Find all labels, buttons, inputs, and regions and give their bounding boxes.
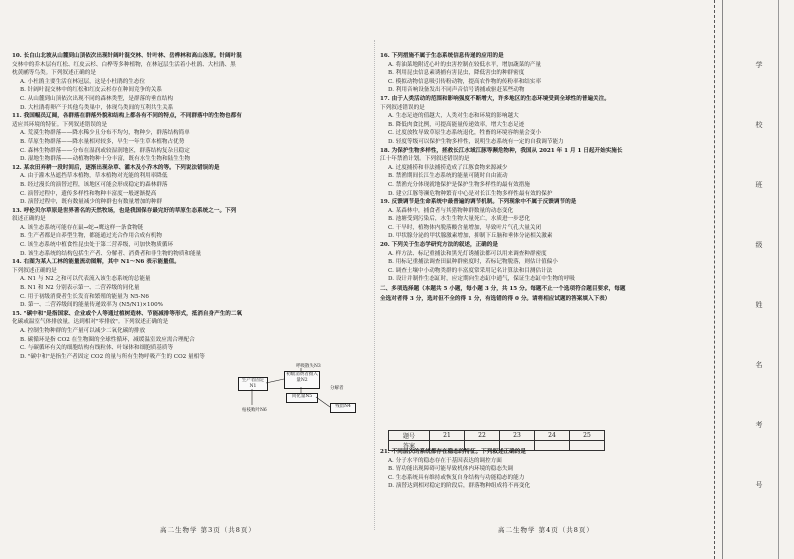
answer-option: B. 禁渔期间长江生态系统的能量可随时自由流动 bbox=[388, 173, 508, 180]
answer-option: A. 荒漠生物群落——降水稀少且分布不均匀，物种少，群落结构简单 bbox=[20, 130, 190, 137]
answer-option: D. 演替达到相对稳定的阶段后，群落物种组成将不再变化 bbox=[388, 483, 531, 490]
question-text: 化碳或温室气体排放量，达到相对"零排放"。下列叙述正确的是 bbox=[12, 319, 169, 326]
question-stem: 18. 为保护生物多样性，拯救长江水域江豚等濒危物种，我国从 2021 年 1 月 1 日起开始实施长 bbox=[380, 147, 623, 154]
answer-option: A. 小杜鹃主要生活在林冠层，这是小杜鹃的生态位 bbox=[20, 78, 146, 85]
answer-option: A. 样方法、标记重捕法和黑光灯诱捕法都可以用来调查种群密度 bbox=[388, 250, 547, 257]
question-text: 下列叙述错误的是 bbox=[380, 104, 425, 111]
margin-label: 班 bbox=[755, 181, 763, 189]
margin-label: 考 bbox=[755, 421, 763, 429]
question-text: 叙述正确的是 bbox=[12, 216, 46, 223]
answer-option: B. 降低肉食比例，可提高能量传递效率，增大生态足迹 bbox=[388, 121, 525, 128]
question-stem: 17. 由于人类活动的范围和影响强度不断增大，许多地区的生态环境受到全球性的普遍关注。 bbox=[380, 95, 610, 102]
answer-option: B. 生产者都是自养型生物，都能通过光合作用合成有机物 bbox=[20, 233, 162, 240]
residue-box: 残留N4 bbox=[330, 403, 356, 413]
question-stem: 10. 长白山北坡从山麓到山顶依次出现针阔叶混交林、针叶林、岳桦林和高山冻原。针阔叶混 bbox=[12, 53, 242, 59]
answer-option: D. 利用音响设备发出不同声音信号诱捕或驱赶某些动物 bbox=[388, 87, 525, 94]
answer-number: 25 bbox=[570, 431, 605, 441]
respiration-label: 呼吸散失N3 bbox=[296, 364, 321, 369]
dead-leaves-label: 枯枝败叶N6 bbox=[242, 408, 267, 413]
answer-number: 21 bbox=[430, 431, 465, 441]
question-text: 江十年禁渔计划。下列叙述错误的是 bbox=[380, 156, 470, 163]
answer-option: B. 池塘受到污染后，水生生物大量死亡，水质进一步恶化 bbox=[388, 216, 530, 223]
answer-option: B. 胃功能出现障碍可能导致机体内环境的稳态失调 bbox=[388, 466, 514, 473]
decomposer-label: 分解者 bbox=[330, 386, 344, 391]
answer-option: A. 该生态系统可能存在鼠→蛇→鹰这样一条食物链 bbox=[20, 224, 144, 231]
footer-left: 高二生物学 第3页（共8页） bbox=[160, 526, 256, 534]
answer-row-label: 答案 bbox=[389, 441, 430, 451]
answer-option: C. 调查土壤中小动物类群的丰富度常采用记名计算法和目测估计法 bbox=[388, 267, 553, 274]
answer-option: B. 针阔叶混交林中的红松和红皮云杉存在种间竞争的关系 bbox=[20, 87, 162, 94]
question-stem: 20. 下列关于生态学研究方法的叙述，正确的是 bbox=[380, 242, 498, 249]
answer-option: A. 某森林中，捕食者与其猎物种群数量的动态变化 bbox=[388, 207, 514, 214]
answer-option: C. 生态系统具有维持或恢复自身结构与功能稳态的能力 bbox=[388, 474, 525, 481]
right-column bbox=[380, 52, 708, 303]
answer-option: B. 经过漫长的演替过程，该地区可能会形成稳定的森林群落 bbox=[20, 181, 168, 188]
answer-option: A. 将油菜地附近心叶的虫害控制在较低水平，增加蔬菜的产量 bbox=[388, 61, 542, 68]
answer-option: C. 从山麓到山顶依次出现不同的森林类型，是群落的垂直结构 bbox=[20, 95, 174, 102]
margin-label: 校 bbox=[755, 121, 763, 129]
question-stem: 15. "碳中和"是指国家、企业或个人等通过植树造林、节能减排等形式，抵消自身产生的二氧 bbox=[12, 310, 243, 317]
answer-option: D. 大杜鹃将卵产于其他鸟类巢中，体现鸟类间的互利共生关系 bbox=[20, 104, 174, 111]
answer-option: A. 分子水平的稳态存在于基因表达的调控方面 bbox=[388, 457, 502, 464]
answer-option: C. 演替过程中，遗传多样性和物种丰富度一般逐渐提高 bbox=[20, 190, 157, 197]
margin-label: 号 bbox=[755, 481, 763, 489]
answer-option: C. 用于初级消费者生长发育和繁殖的能量为 N5-N6 bbox=[20, 293, 149, 300]
answer-option: D. 第一、二营养级间的能量传递效率为 (N5/N1)×100% bbox=[20, 302, 163, 309]
question-text: 下列叙述正确的是 bbox=[12, 267, 57, 274]
diagram-arrows bbox=[238, 363, 356, 419]
margin-label: 名 bbox=[755, 361, 763, 369]
answer-option: C. 模拟动物信息吸引传粉动物，提高农作物的传粉率和结实率 bbox=[388, 78, 542, 85]
question-stem: 13. 呼伦贝尔草原是世界著名的天然牧场，也是我国保存最完好的草原生态系统之一。下列 bbox=[12, 207, 237, 214]
answer-option: C. 过度放牧导致草原生态系统退化，牲畜的环境容纳量会变小 bbox=[388, 130, 542, 137]
answer-option: B. 用标记重捕法调查田鼠种群密度时，若标记物脱落，则估计值偏小 bbox=[388, 259, 558, 266]
answer-option: A. 由于灌木丛遮挡草本植物，草本植物对光能的利用率降低 bbox=[20, 173, 168, 180]
producer-box: 生产者固定N1 bbox=[238, 377, 268, 391]
right-column-after-table bbox=[380, 448, 708, 491]
question-stem: 11. 我国幅员辽阔，各群落在群落外貌和结构上都各有不同的特点，不同群落中的生物也都有 bbox=[12, 113, 242, 120]
binding-line bbox=[722, 0, 723, 559]
answer-option: B. 碳循环是指 CO2 在生物圈的全球性循环，减缓温室效应需合理配合 bbox=[20, 336, 195, 343]
answer-option: B. 草原生物群落——降水量相对较多，早生一年生草本植物占优势 bbox=[20, 138, 185, 145]
answer-option: A. 过度捕捞和非法捕捞造成了江豚食物来源减少 bbox=[388, 164, 508, 171]
answer-option: D. 设计并制作生态缸时，应定期向生态缸中通气，保证生态缸中生物的呼吸 bbox=[388, 276, 575, 283]
answer-option: C. 干旱时，植物体内脱落酸含量增加，导致叶片气孔大量关闭 bbox=[388, 224, 542, 231]
question-stem: 16. 下列措施不属于生态系统信息传递的应用的是 bbox=[380, 53, 504, 59]
answer-option: D. 甲状腺分泌的甲状腺激素增加，抑制下丘脑和垂体分泌相关激素 bbox=[388, 233, 553, 240]
answer-option: C. 森林生物群落——分布在湿润或较湿润地区，群落结构复杂且稳定 bbox=[20, 147, 190, 154]
question-stem: 21. 不同层次的系统都存在稳态的特征。下列叙述正确的是 bbox=[380, 449, 526, 455]
answer-option: B. N1 和 N2 分别表示第一、二营养级的同化量 bbox=[20, 285, 140, 292]
left-column bbox=[12, 52, 368, 361]
energy-flow-diagram bbox=[238, 363, 356, 419]
primary-consumer-box: 初级消费者摄入量N2 bbox=[284, 371, 320, 389]
question-stem: 12. 某农田弃耕一段时间后，逐渐出现杂草、灌木及小乔木的等。下列说法错误的是 bbox=[12, 164, 220, 171]
answer-number: 22 bbox=[465, 431, 500, 441]
answer-option: C. 禁渔充分体现就地保护是保护生物多样性的最有效措施 bbox=[388, 181, 530, 188]
margin-label: 姓 bbox=[755, 301, 763, 309]
answer-option: A. N1 与 N2 之和可以代表流入该生态系统的总能量 bbox=[20, 276, 151, 283]
footer-right: 高二生物学 第4页（共8页） bbox=[498, 526, 594, 534]
assimilated-box: 同化量N5 bbox=[286, 393, 318, 403]
answer-option: A. 控制生物种群的生产量可以减少二氧化碳的排放 bbox=[20, 328, 146, 334]
answer-option: D. 轻度等级可以保护生物多样性，说明生态系统有一定的自我调节能力 bbox=[388, 138, 564, 145]
answer-number: 23 bbox=[500, 431, 535, 441]
question-text: 适应其环境的特征。下列叙述错误的是 bbox=[12, 121, 108, 128]
binding-margin-labels bbox=[734, 20, 784, 540]
question-text: 枕黄鹂等鸟类。下列叙述正确的是 bbox=[12, 70, 96, 77]
answer-option: D. 该生态系统的结构包括生产者、分解者、消费者和非生物的物质和能量 bbox=[20, 250, 202, 257]
answer-option: A. 生态足迹的值越大，人类对生态和环境的影响越大 bbox=[388, 113, 519, 120]
answer-table-header-row bbox=[389, 431, 605, 441]
margin-label: 级 bbox=[755, 241, 763, 249]
page-divider bbox=[374, 40, 375, 530]
answer-option: C. 该生态系统中植食性昆虫处于第二营养级，可加快物质循环 bbox=[20, 242, 174, 249]
answer-option: D. 建立江豚等濒危物种繁育中心是对长江生物多样性最有效的保护 bbox=[388, 190, 553, 197]
question-stem: 14. 右图为某人工林的能量流动图解，其中 N1～N6 表示能量值。 bbox=[12, 259, 180, 266]
answer-option: C. 与碳循环有关的细胞结构有线粒体、叶绿体和细胞质基质等 bbox=[20, 345, 174, 352]
answer-option: D. 演替过程中，既有数量减少的种群也有数量增加的种群 bbox=[20, 199, 163, 206]
question-text: 交林中的乔木层有红松、红皮云杉、白桦等多种植物，在林冠层生活着小杜鹃、大杜鹃、黑 bbox=[12, 61, 236, 68]
binding-margin-edge bbox=[778, 0, 779, 559]
answer-option: B. 利用昆虫信息素诱捕有害昆虫，降低害虫的种群密度 bbox=[388, 70, 525, 77]
answer-table-label: 题号 bbox=[389, 431, 430, 441]
answer-option: D. "碳中和"是指生产者固定 CO2 的量与所有生物呼吸产生的 CO2 量相等 bbox=[20, 353, 205, 360]
binding-line-dashed bbox=[714, 0, 715, 559]
answer-number: 24 bbox=[535, 431, 570, 441]
section-heading: 二、多项选择题（本题共 5 小题，每小题 3 分，共 15 分。每题不止一个选项符合题目要求，每题 bbox=[380, 286, 626, 293]
answer-option: D. 湿地生物群落——动植物物种十分丰富，既有水生生物和陆生生物 bbox=[20, 156, 191, 163]
question-stem: 19. 反馈调节是生命系统中最普遍的调节机制。下列现象中不属于反馈调节的是 bbox=[380, 199, 577, 206]
section-heading: 全选对者得 3 分，选对但不全的得 1 分，有选错的得 0 分。请将相应试题的答案填入下表） bbox=[380, 295, 611, 302]
margin-label: 学 bbox=[755, 61, 763, 69]
